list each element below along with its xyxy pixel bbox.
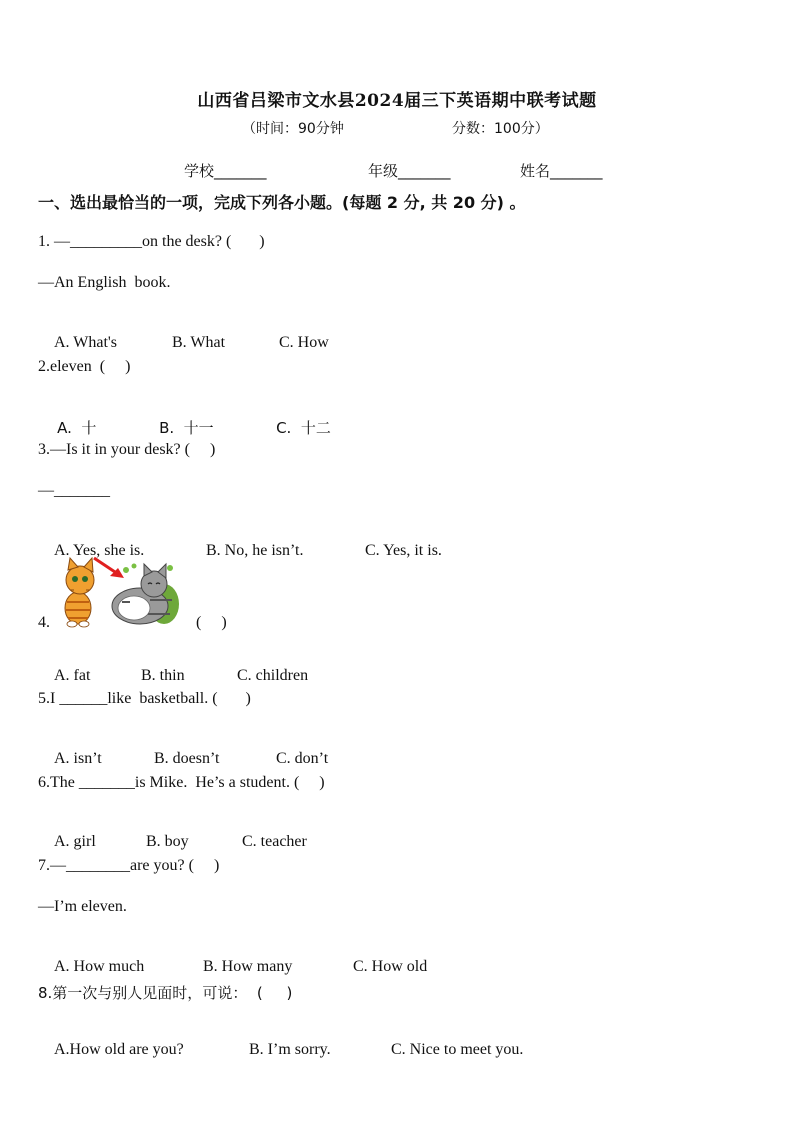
page-title: 山西省吕梁市文水县2024届三下英语期中联考试题 xyxy=(197,91,597,111)
question-8-options xyxy=(38,1023,523,1077)
option-c[interactable]: C. teacher xyxy=(242,833,307,850)
question-7-stem: 7.—________are you? ( ) xyxy=(38,857,220,874)
option-b[interactable]: B. thin xyxy=(141,667,185,684)
option-a[interactable]: A. Yes, she is. xyxy=(54,542,145,559)
option-b[interactable]: B. boy xyxy=(146,833,189,850)
option-b[interactable]: B. I’m sorry. xyxy=(249,1041,331,1058)
option-c[interactable]: C. Yes, it is. xyxy=(365,542,442,559)
option-a[interactable]: A. What's xyxy=(54,334,118,351)
question-2-stem: 2.eleven ( ) xyxy=(38,358,131,375)
option-a[interactable]: A. 十 xyxy=(57,419,97,437)
option-b[interactable]: B. doesn’t xyxy=(154,750,220,767)
option-c[interactable]: C. How xyxy=(279,334,329,351)
name-field: 姓名_______ xyxy=(520,162,603,180)
option-c[interactable]: C. 十二 xyxy=(276,419,331,437)
option-c[interactable]: C. Nice to meet you. xyxy=(391,1041,524,1058)
cats-illustration-icon xyxy=(52,556,184,628)
option-b[interactable]: B. 十一 xyxy=(159,419,214,437)
option-a[interactable]: A. How much xyxy=(54,958,145,975)
question-1-stem: 1. —_________on the desk? ( ) xyxy=(38,233,265,250)
option-c[interactable]: C. How old xyxy=(353,958,428,975)
question-4-stem: 4. xyxy=(38,614,50,631)
option-a[interactable]: A. fat xyxy=(54,667,91,684)
question-1-answer-line: —An English book. xyxy=(38,274,171,291)
option-c[interactable]: C. children xyxy=(237,667,309,684)
question-3-answer-line: —_______ xyxy=(38,482,110,499)
question-6-stem: 6.The _______is Mike. He’s a student. ( ) xyxy=(38,774,325,791)
question-3-stem: 3.—Is it in your desk? ( ) xyxy=(38,441,216,458)
option-a[interactable]: A. girl xyxy=(54,833,96,850)
school-field: 学校_______ xyxy=(184,162,267,180)
option-b[interactable]: B. How many xyxy=(203,958,293,975)
question-4-bracket: ( ) xyxy=(196,614,227,631)
exam-score: 分数：100分） xyxy=(452,121,549,137)
question-8-stem: 8.第一次与别人见面时，可说： ( ) xyxy=(38,984,293,1002)
option-a[interactable]: A.How old are you? xyxy=(54,1041,184,1058)
grey-cat-icon xyxy=(112,564,179,625)
option-a[interactable]: A. isn’t xyxy=(54,750,102,767)
option-b[interactable]: B. What xyxy=(172,334,226,351)
question-5-stem: 5.I ______like basketball. ( ) xyxy=(38,690,251,707)
option-c[interactable]: C. don’t xyxy=(276,750,329,767)
red-arrow-icon xyxy=(94,558,124,578)
orange-cat-icon xyxy=(65,558,94,627)
exam-time: （时间：90分钟 xyxy=(242,121,344,137)
option-b[interactable]: B. No, he isn’t. xyxy=(206,542,304,559)
section-heading: 一、选出最恰当的一项，完成下列各小题。(每题 2 分, 共 20 分) 。 xyxy=(38,193,526,212)
grade-field: 年级_______ xyxy=(368,162,451,180)
question-7-answer-line: —I’m eleven. xyxy=(38,898,127,915)
